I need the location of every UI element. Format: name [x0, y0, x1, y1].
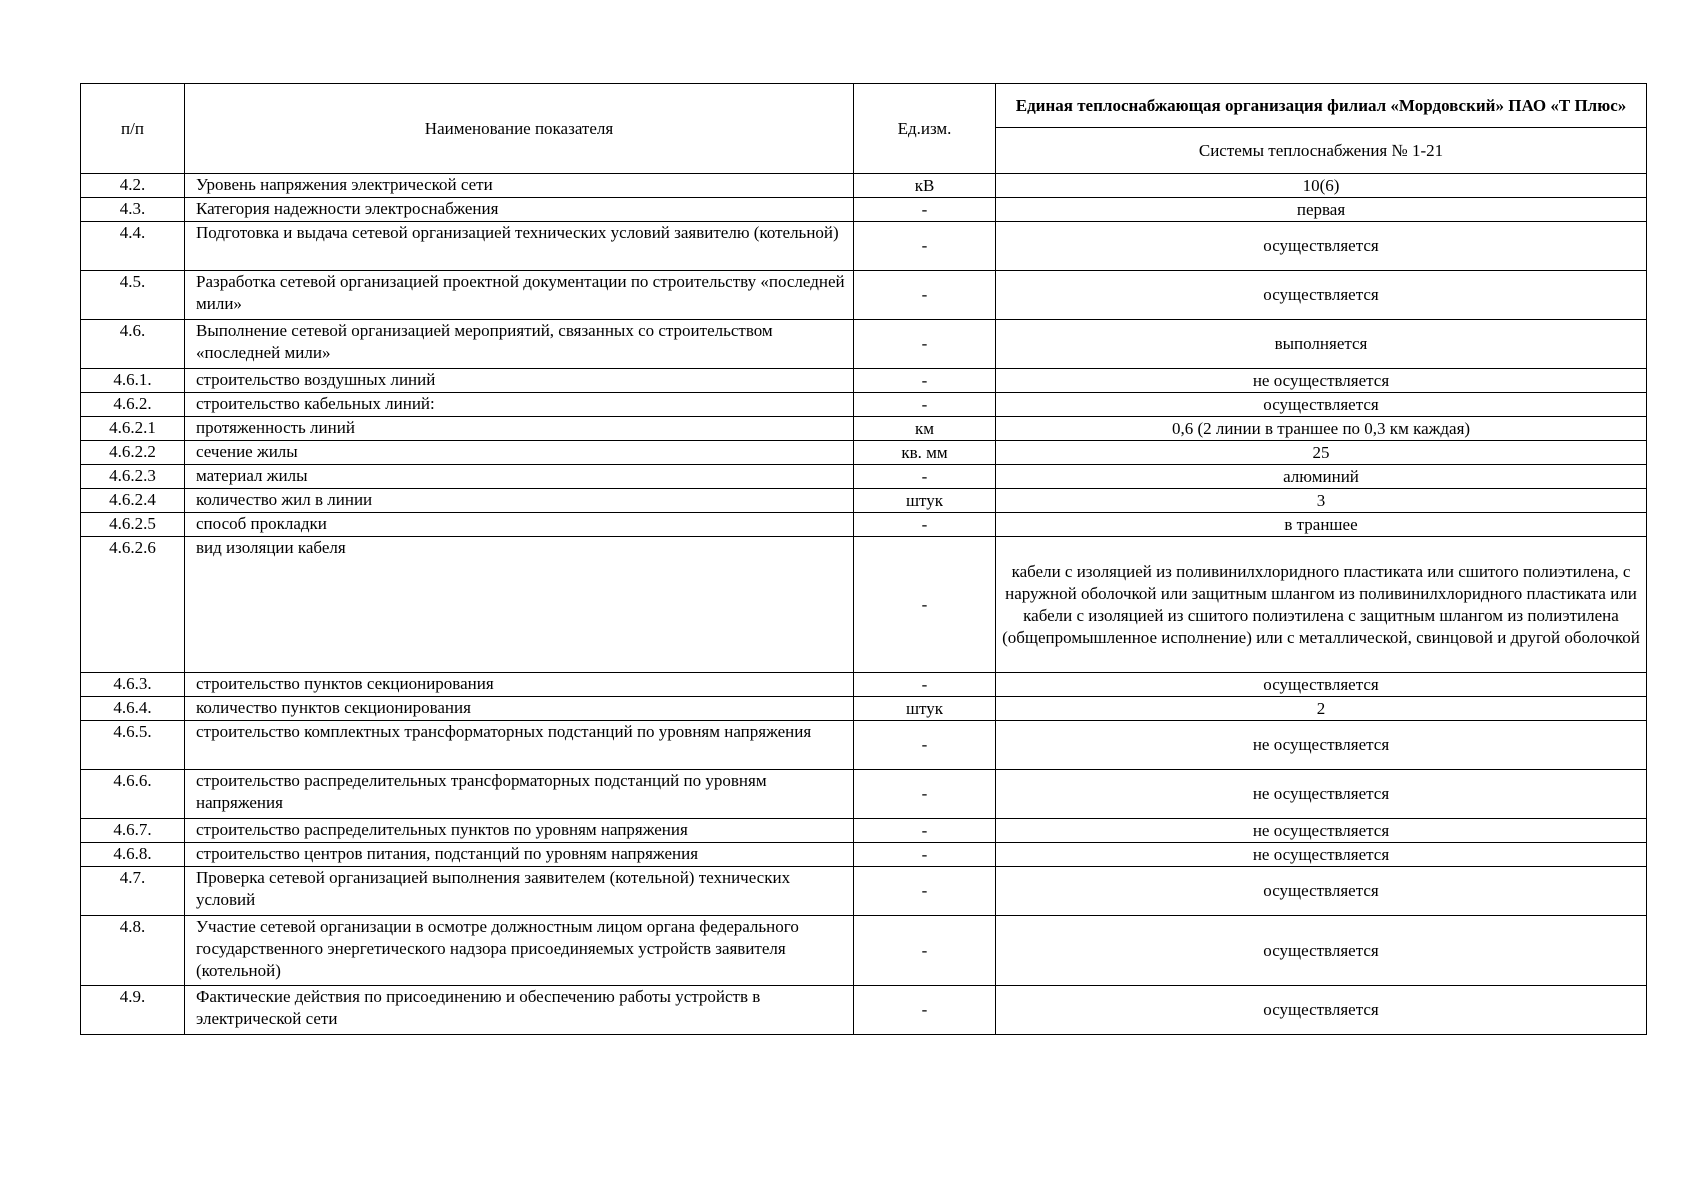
table-row	[81, 417, 1647, 441]
row-name: Разработка сетевой организацией проектной документации по строительству «последней мили»	[185, 271, 854, 320]
table-row	[81, 174, 1647, 198]
row-unit: -	[854, 465, 996, 489]
row-unit: км	[854, 417, 996, 441]
row-value: 3	[996, 489, 1647, 513]
row-unit: кВ	[854, 174, 996, 198]
document-page	[80, 83, 1646, 1035]
table-row	[81, 843, 1647, 867]
row-name: сечение жилы	[185, 441, 854, 465]
row-number: 4.6.7.	[81, 819, 185, 843]
header-unit: Ед.изм.	[854, 84, 996, 174]
row-name: Фактические действия по присоединению и обеспечению работы устройств в электрической сети	[185, 986, 854, 1035]
table-row	[81, 916, 1647, 986]
row-unit: -	[854, 513, 996, 537]
row-value: алюминий	[996, 465, 1647, 489]
row-value: осуществляется	[996, 271, 1647, 320]
row-number: 4.6.8.	[81, 843, 185, 867]
row-number: 4.2.	[81, 174, 185, 198]
row-unit: -	[854, 393, 996, 417]
row-value: осуществляется	[996, 222, 1647, 271]
row-number: 4.6.2.5	[81, 513, 185, 537]
indicator-table	[80, 83, 1647, 1035]
table-row	[81, 986, 1647, 1035]
row-unit: кв. мм	[854, 441, 996, 465]
row-number: 4.6.2.3	[81, 465, 185, 489]
row-value: не осуществляется	[996, 369, 1647, 393]
row-name: протяженность линий	[185, 417, 854, 441]
row-value: 10(6)	[996, 174, 1647, 198]
row-number: 4.6.2.2	[81, 441, 185, 465]
row-name: способ прокладки	[185, 513, 854, 537]
row-value: 2	[996, 697, 1647, 721]
row-number: 4.6.2.6	[81, 537, 185, 673]
row-value: осуществляется	[996, 916, 1647, 986]
row-name: Проверка сетевой организацией выполнения заявителем (котельной) технических условий	[185, 867, 854, 916]
row-unit: -	[854, 770, 996, 819]
row-unit: -	[854, 271, 996, 320]
row-number: 4.6.5.	[81, 721, 185, 770]
row-name: Категория надежности электроснабжения	[185, 198, 854, 222]
row-name: строительство распределительных пунктов по уровням напряжения	[185, 819, 854, 843]
row-value: не осуществляется	[996, 721, 1647, 770]
row-value: кабели с изоляцией из поливинилхлоридного пластиката или сшитого полиэтилена, с наружной оболочкой или защитным шлангом из поливинилхлоридного пластиката или кабели с изоляцией из сшитого полиэтилена с защитным шлангом из полиэтилена (общепромышленное исполнение) или с металлической, свинцовой и другой оболочкой	[996, 537, 1647, 673]
header-systems: Системы теплоснабжения № 1-21	[996, 128, 1647, 174]
row-unit: -	[854, 198, 996, 222]
row-number: 4.6.2.4	[81, 489, 185, 513]
row-name: строительство воздушных линий	[185, 369, 854, 393]
row-number: 4.6.	[81, 320, 185, 369]
row-number: 4.6.3.	[81, 673, 185, 697]
table-row	[81, 222, 1647, 271]
row-name: строительство распределительных трансформаторных подстанций по уровням напряжения	[185, 770, 854, 819]
row-value: не осуществляется	[996, 843, 1647, 867]
table-body	[81, 174, 1647, 1035]
row-unit: -	[854, 916, 996, 986]
table-row	[81, 770, 1647, 819]
table-header	[81, 84, 1647, 174]
table-row	[81, 721, 1647, 770]
row-value: выполняется	[996, 320, 1647, 369]
row-name: количество жил в линии	[185, 489, 854, 513]
row-unit: -	[854, 986, 996, 1035]
header-indicator-name: Наименование показателя	[185, 84, 854, 174]
table-row	[81, 697, 1647, 721]
row-value: 25	[996, 441, 1647, 465]
row-unit: -	[854, 721, 996, 770]
row-name: строительство центров питания, подстанций по уровням напряжения	[185, 843, 854, 867]
header-number: п/п	[81, 84, 185, 174]
row-number: 4.5.	[81, 271, 185, 320]
row-name: Участие сетевой организации в осмотре должностным лицом органа федерального государственного энергетического надзора присоединяемых устройств заявителя (котельной)	[185, 916, 854, 986]
row-number: 4.6.2.	[81, 393, 185, 417]
row-unit: -	[854, 222, 996, 271]
table-row	[81, 465, 1647, 489]
row-name: материал жилы	[185, 465, 854, 489]
row-number: 4.7.	[81, 867, 185, 916]
table-row	[81, 819, 1647, 843]
row-name: строительство комплектных трансформаторных подстанций по уровням напряжения	[185, 721, 854, 770]
row-number: 4.6.6.	[81, 770, 185, 819]
table-row	[81, 198, 1647, 222]
row-unit: -	[854, 537, 996, 673]
table-row	[81, 513, 1647, 537]
table-row	[81, 393, 1647, 417]
table-row	[81, 320, 1647, 369]
row-unit: -	[854, 320, 996, 369]
table-row	[81, 673, 1647, 697]
row-value: 0,6 (2 линии в траншее по 0,3 км каждая)	[996, 417, 1647, 441]
row-number: 4.8.	[81, 916, 185, 986]
row-value: не осуществляется	[996, 770, 1647, 819]
row-unit: штук	[854, 697, 996, 721]
row-value: осуществляется	[996, 986, 1647, 1035]
row-value: первая	[996, 198, 1647, 222]
row-unit: -	[854, 843, 996, 867]
header-organization: Единая теплоснабжающая организация филиал «Мордовский» ПАО «Т Плюс»	[996, 84, 1647, 128]
row-value: не осуществляется	[996, 819, 1647, 843]
row-number: 4.3.	[81, 198, 185, 222]
row-number: 4.4.	[81, 222, 185, 271]
row-number: 4.6.2.1	[81, 417, 185, 441]
row-name: Выполнение сетевой организацией мероприятий, связанных со строительством «последней мили»	[185, 320, 854, 369]
row-value: осуществляется	[996, 867, 1647, 916]
row-name: количество пунктов секционирования	[185, 697, 854, 721]
row-number: 4.6.1.	[81, 369, 185, 393]
row-name: строительство кабельных линий:	[185, 393, 854, 417]
row-unit: штук	[854, 489, 996, 513]
row-unit: -	[854, 369, 996, 393]
row-number: 4.9.	[81, 986, 185, 1035]
table-row	[81, 369, 1647, 393]
row-unit: -	[854, 819, 996, 843]
table-row	[81, 537, 1647, 673]
row-unit: -	[854, 867, 996, 916]
table-row	[81, 271, 1647, 320]
row-name: Уровень напряжения электрической сети	[185, 174, 854, 198]
table-row	[81, 867, 1647, 916]
row-value: в траншее	[996, 513, 1647, 537]
table-row	[81, 489, 1647, 513]
row-value: осуществляется	[996, 393, 1647, 417]
table-row	[81, 441, 1647, 465]
row-unit: -	[854, 673, 996, 697]
row-name: Подготовка и выдача сетевой организацией технических условий заявителю (котельной)	[185, 222, 854, 271]
row-name: строительство пунктов секционирования	[185, 673, 854, 697]
row-value: осуществляется	[996, 673, 1647, 697]
row-number: 4.6.4.	[81, 697, 185, 721]
row-name: вид изоляции кабеля	[185, 537, 854, 673]
